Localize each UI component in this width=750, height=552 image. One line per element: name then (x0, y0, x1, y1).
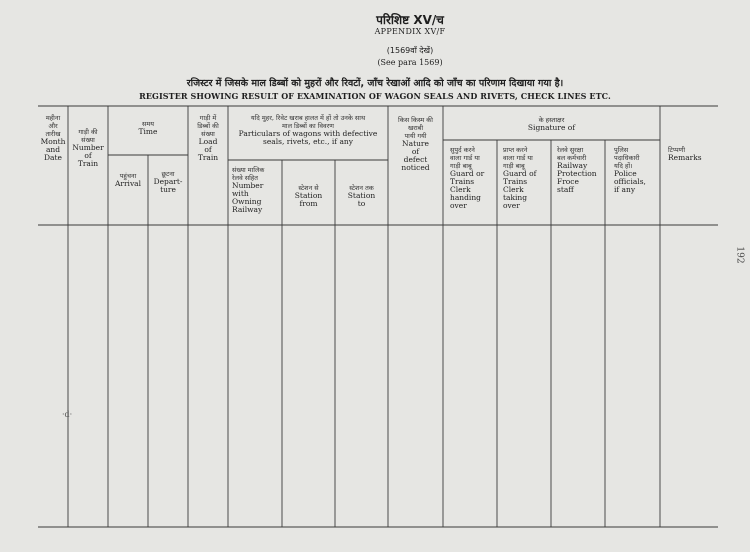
hindi-register-heading: रजिस्टर में जिसके माल डिब्बों को मुहरों और रिवटों, जाँच रेखाओं आदि को जाँच का परिणाम दिखाया गया है। (186, 78, 564, 89)
col-guard-handing-over: सुपुर्द करने वाला गार्ड या गाड़ी बाबू Guard or Trains Clerk handing over (450, 146, 485, 210)
col-number-owning-railway: संख्या मालिक रेलवे सहित Number with Owning Railway (232, 166, 265, 214)
col-station-from: स्टेशन से Station from (294, 184, 323, 208)
margin-mark: ·d· (62, 410, 73, 419)
col-month-date: महीना और तारीख Month and Date (40, 114, 66, 162)
col-police-officials: पुलिस पदाधिकारी यदि हों। Police officials, if any (614, 146, 646, 194)
col-remarks: टिप्पणी Remarks (668, 146, 702, 162)
hindi-para-reference: (1569वाँ देखें) (386, 46, 434, 55)
hindi-appendix-title: परिशिष्ट XV/च (376, 13, 444, 27)
col-particulars: यदि मुहर, रिवेट खराब हालत में हों तो उनके साथ माल डिब्बों का विवरण Particulars of wagons with defective seals, rivets, etc., if any (238, 114, 378, 146)
page-number: 192 (734, 246, 745, 264)
col-load-of-train: गाड़ी में डिब्बों की संख्या Load of Train (197, 114, 219, 162)
para-reference: (See para 1569) (377, 58, 443, 67)
col-number-of-train: गाड़ी की संख्या Number of Train (72, 128, 104, 168)
col-rpf-staff: रेलवे सुरक्षा बल कर्मचारी Railway Protection Froce staff (557, 146, 597, 194)
col-departure: छूटना Depart- ture (153, 170, 183, 194)
col-time: समय Time (138, 120, 158, 136)
appendix-title: APPENDIX XV/F (374, 27, 446, 36)
register-heading: REGISTER SHOWING RESULT OF EXAMINATION OF WAGON SEALS AND RIVETS, CHECK LINES ETC. (139, 91, 611, 101)
col-nature-of-defect: किस किस्म की खराबी पायी गयी Nature of defect noticed (398, 116, 433, 172)
col-station-to: स्टेशन तक Station to (347, 184, 376, 208)
col-guard-taking-over: प्राप्त करने वाला गार्ड या गाड़ी बाबू Guard of Trains Clerk taking over (503, 146, 537, 210)
col-signature-of: के हस्ताक्षर Signature of (527, 116, 576, 132)
col-arrival: पहुंचना Arrival (114, 172, 142, 188)
